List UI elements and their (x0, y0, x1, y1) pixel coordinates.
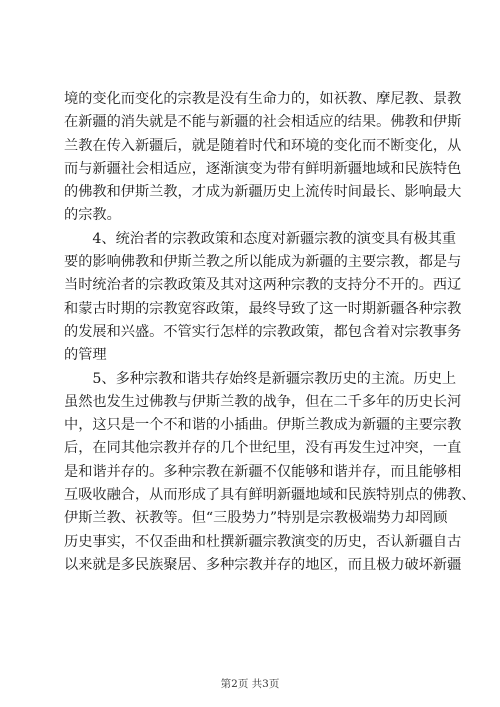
text-line: 后，在同其他宗教并存的几个世纪里，没有再发生过冲突，一直 (64, 440, 462, 457)
paragraph-point-4 (64, 228, 462, 368)
page-footer: 第2页 共3页 (220, 678, 280, 690)
text-line: 伊斯兰教、祆教等。但“三股势力”特别是宗教极端势力却罔顾 (64, 510, 448, 527)
text-line: 以来就是多民族聚居、多种宗教并存的地区，而且极力破坏新疆 (64, 556, 462, 573)
text-line: 中，这只是一个不和谐的小插曲。伊斯兰教成为新疆的主要宗教 (64, 417, 462, 434)
text-line: 当时统治者的宗教政策及其对这两种宗教的支持分不开的。西辽 (64, 277, 462, 294)
text-line: 5、多种宗教和谐共存始终是新疆宗教历史的主流。历史上 (64, 370, 457, 387)
text-line: 和蒙古时期的宗教宽容政策，最终导致了这一时期新疆各种宗教 (64, 300, 462, 317)
body-text (64, 88, 476, 577)
text-line: 4、统治者的宗教政策和态度对新疆宗教的演变具有极其重 (64, 230, 457, 247)
text-line: 的发展和兴盛。不管实行怎样的宗教政策，都包含着对宗教事务 (64, 323, 462, 340)
text-line: 兰教在传入新疆后，就是随着时代和环境的变化而不断变化，从 (64, 137, 462, 154)
text-line: 在新疆的消失就是不能与新疆的社会相适应的结果。佛教和伊斯 (64, 114, 462, 131)
text-line: 的管理 (64, 347, 107, 364)
text-line: 互吸收融合，从而形成了具有鲜明新疆地域和民族特别点的佛教、 (64, 487, 476, 504)
text-line: 而与新疆社会相适应，逐渐演变为带有鲜明新疆地域和民族特色 (64, 160, 462, 177)
text-line: 的宗教。 (64, 207, 121, 224)
text-line: 是和谐并存的。多种宗教在新疆不仅能够和谐并存，而且能够相 (64, 463, 462, 480)
text-line: 要的影响佛教和伊斯兰教之所以能成为新疆的主要宗教，都是与 (64, 254, 462, 271)
paragraph-religious-adaptation (64, 88, 462, 228)
text-line: 历史事实，不仅歪曲和杜撰新疆宗教演变的历史，否认新疆自古 (64, 533, 462, 550)
text-line: 虽然也发生过佛教与伊斯兰教的战争，但在二千多年的历史长河 (64, 393, 462, 410)
paragraph-point-5 (64, 368, 476, 578)
text-line: 境的变化而变化的宗教是没有生命力的，如祆教、摩尼教、景教 (64, 91, 462, 107)
text-line: 的佛教和伊斯兰教，才成为新疆历史上流传时间最长、影响最大 (64, 184, 462, 201)
